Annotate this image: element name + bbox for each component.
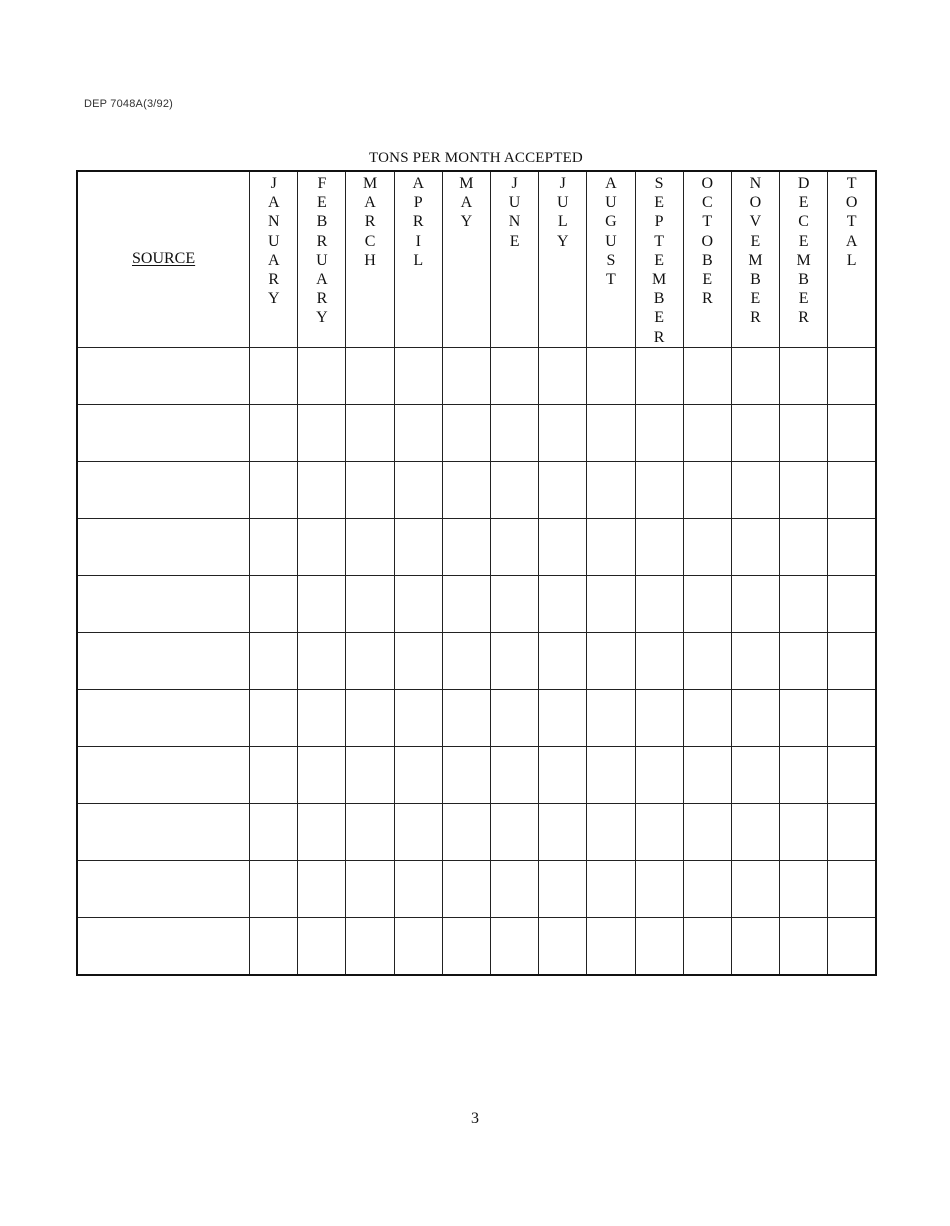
column-header-label-august: A U G U S T bbox=[605, 175, 617, 289]
source-cell[interactable] bbox=[77, 518, 250, 575]
column-header-label-total: T O T A L bbox=[845, 175, 858, 269]
july-cell[interactable] bbox=[539, 575, 587, 632]
february-cell[interactable] bbox=[298, 917, 346, 975]
december-cell[interactable] bbox=[780, 917, 828, 975]
may-cell[interactable] bbox=[442, 803, 490, 860]
july-cell[interactable] bbox=[539, 518, 587, 575]
december-cell[interactable] bbox=[780, 689, 828, 746]
total-cell[interactable] bbox=[828, 632, 876, 689]
total-cell[interactable] bbox=[828, 689, 876, 746]
february-cell[interactable] bbox=[298, 461, 346, 518]
column-header-january bbox=[250, 171, 298, 347]
june-cell[interactable] bbox=[491, 917, 539, 975]
source-cell[interactable] bbox=[77, 860, 250, 917]
october-cell[interactable] bbox=[683, 404, 731, 461]
april-cell[interactable] bbox=[394, 917, 442, 975]
source-cell[interactable] bbox=[77, 461, 250, 518]
total-cell[interactable] bbox=[828, 404, 876, 461]
table-row bbox=[77, 632, 876, 689]
total-cell[interactable] bbox=[828, 461, 876, 518]
december-cell[interactable] bbox=[780, 860, 828, 917]
february-cell[interactable] bbox=[298, 347, 346, 404]
april-cell[interactable] bbox=[394, 746, 442, 803]
december-cell[interactable] bbox=[780, 347, 828, 404]
table-row bbox=[77, 404, 876, 461]
may-cell[interactable] bbox=[442, 917, 490, 975]
july-cell[interactable] bbox=[539, 917, 587, 975]
october-cell[interactable] bbox=[683, 689, 731, 746]
may-cell[interactable] bbox=[442, 518, 490, 575]
february-cell[interactable] bbox=[298, 575, 346, 632]
table-row bbox=[77, 518, 876, 575]
total-cell[interactable] bbox=[828, 518, 876, 575]
november-cell[interactable] bbox=[731, 746, 779, 803]
march-cell[interactable] bbox=[346, 803, 394, 860]
june-cell[interactable] bbox=[491, 575, 539, 632]
september-cell[interactable] bbox=[635, 518, 683, 575]
column-header-march bbox=[346, 171, 394, 347]
august-cell[interactable] bbox=[587, 575, 635, 632]
column-header-april bbox=[394, 171, 442, 347]
june-cell[interactable] bbox=[491, 860, 539, 917]
may-cell[interactable] bbox=[442, 461, 490, 518]
header-row bbox=[77, 171, 876, 347]
column-header-august bbox=[587, 171, 635, 347]
column-header-label-september: S E P T E M B E R bbox=[651, 175, 667, 346]
july-cell[interactable] bbox=[539, 746, 587, 803]
february-cell[interactable] bbox=[298, 632, 346, 689]
january-cell[interactable] bbox=[250, 461, 298, 518]
september-cell[interactable] bbox=[635, 803, 683, 860]
september-cell[interactable] bbox=[635, 347, 683, 404]
september-cell[interactable] bbox=[635, 746, 683, 803]
september-cell[interactable] bbox=[635, 575, 683, 632]
november-cell[interactable] bbox=[731, 689, 779, 746]
june-cell[interactable] bbox=[491, 404, 539, 461]
april-cell[interactable] bbox=[394, 632, 442, 689]
column-header-label-february: F E B R U A R Y bbox=[316, 175, 328, 327]
total-cell[interactable] bbox=[828, 746, 876, 803]
december-cell[interactable] bbox=[780, 575, 828, 632]
april-cell[interactable] bbox=[394, 461, 442, 518]
table-row bbox=[77, 860, 876, 917]
total-cell[interactable] bbox=[828, 803, 876, 860]
march-cell[interactable] bbox=[346, 860, 394, 917]
table-row bbox=[77, 803, 876, 860]
september-cell[interactable] bbox=[635, 632, 683, 689]
form-code: DEP 7048A(3/92) bbox=[84, 98, 174, 110]
october-cell[interactable] bbox=[683, 803, 731, 860]
page-number: 3 bbox=[471, 1110, 479, 1127]
november-cell[interactable] bbox=[731, 860, 779, 917]
october-cell[interactable] bbox=[683, 347, 731, 404]
source-cell[interactable] bbox=[77, 347, 250, 404]
table-row bbox=[77, 746, 876, 803]
march-cell[interactable] bbox=[346, 518, 394, 575]
january-cell[interactable] bbox=[250, 632, 298, 689]
december-cell[interactable] bbox=[780, 746, 828, 803]
source-cell[interactable] bbox=[77, 689, 250, 746]
march-cell[interactable] bbox=[346, 404, 394, 461]
source-column-header bbox=[77, 171, 250, 347]
december-cell[interactable] bbox=[780, 461, 828, 518]
january-cell[interactable] bbox=[250, 347, 298, 404]
table-row bbox=[77, 917, 876, 975]
february-cell[interactable] bbox=[298, 803, 346, 860]
february-cell[interactable] bbox=[298, 746, 346, 803]
august-cell[interactable] bbox=[587, 860, 635, 917]
may-cell[interactable] bbox=[442, 347, 490, 404]
april-cell[interactable] bbox=[394, 803, 442, 860]
total-cell[interactable] bbox=[828, 575, 876, 632]
january-cell[interactable] bbox=[250, 404, 298, 461]
june-cell[interactable] bbox=[491, 689, 539, 746]
column-header-label-may: M A Y bbox=[459, 175, 474, 231]
october-cell[interactable] bbox=[683, 575, 731, 632]
march-cell[interactable] bbox=[346, 461, 394, 518]
october-cell[interactable] bbox=[683, 632, 731, 689]
april-cell[interactable] bbox=[394, 575, 442, 632]
column-header-may bbox=[442, 171, 490, 347]
march-cell[interactable] bbox=[346, 347, 394, 404]
may-cell[interactable] bbox=[442, 575, 490, 632]
table-row bbox=[77, 347, 876, 404]
april-cell[interactable] bbox=[394, 347, 442, 404]
april-cell[interactable] bbox=[394, 404, 442, 461]
total-cell[interactable] bbox=[828, 347, 876, 404]
september-cell[interactable] bbox=[635, 461, 683, 518]
column-header-label-november: N O V E M B E R bbox=[748, 175, 763, 327]
source-cell[interactable] bbox=[77, 917, 250, 975]
column-header-november bbox=[731, 171, 779, 347]
september-cell[interactable] bbox=[635, 404, 683, 461]
march-cell[interactable] bbox=[346, 746, 394, 803]
column-header-label-july: J U L Y bbox=[556, 175, 569, 250]
december-cell[interactable] bbox=[780, 803, 828, 860]
tonnage-table bbox=[76, 170, 877, 976]
october-cell[interactable] bbox=[683, 860, 731, 917]
november-cell[interactable] bbox=[731, 803, 779, 860]
column-header-total bbox=[828, 171, 876, 347]
column-header-october bbox=[683, 171, 731, 347]
column-header-september bbox=[635, 171, 683, 347]
march-cell[interactable] bbox=[346, 689, 394, 746]
august-cell[interactable] bbox=[587, 632, 635, 689]
september-cell[interactable] bbox=[635, 860, 683, 917]
august-cell[interactable] bbox=[587, 518, 635, 575]
july-cell[interactable] bbox=[539, 803, 587, 860]
february-cell[interactable] bbox=[298, 689, 346, 746]
october-cell[interactable] bbox=[683, 746, 731, 803]
may-cell[interactable] bbox=[442, 860, 490, 917]
column-header-july bbox=[539, 171, 587, 347]
november-cell[interactable] bbox=[731, 917, 779, 975]
column-header-december bbox=[780, 171, 828, 347]
may-cell[interactable] bbox=[442, 632, 490, 689]
november-cell[interactable] bbox=[731, 518, 779, 575]
table-row bbox=[77, 689, 876, 746]
table-row bbox=[77, 461, 876, 518]
april-cell[interactable] bbox=[394, 860, 442, 917]
june-cell[interactable] bbox=[491, 746, 539, 803]
november-cell[interactable] bbox=[731, 404, 779, 461]
total-cell[interactable] bbox=[828, 860, 876, 917]
january-cell[interactable] bbox=[250, 803, 298, 860]
october-cell[interactable] bbox=[683, 917, 731, 975]
may-cell[interactable] bbox=[442, 746, 490, 803]
may-cell[interactable] bbox=[442, 689, 490, 746]
january-cell[interactable] bbox=[250, 575, 298, 632]
december-cell[interactable] bbox=[780, 518, 828, 575]
june-cell[interactable] bbox=[491, 518, 539, 575]
august-cell[interactable] bbox=[587, 803, 635, 860]
march-cell[interactable] bbox=[346, 917, 394, 975]
july-cell[interactable] bbox=[539, 461, 587, 518]
january-cell[interactable] bbox=[250, 746, 298, 803]
january-cell[interactable] bbox=[250, 518, 298, 575]
february-cell[interactable] bbox=[298, 518, 346, 575]
november-cell[interactable] bbox=[731, 461, 779, 518]
august-cell[interactable] bbox=[587, 347, 635, 404]
column-header-label-march: M A R C H bbox=[362, 175, 378, 269]
source-cell[interactable] bbox=[77, 575, 250, 632]
august-cell[interactable] bbox=[587, 689, 635, 746]
table-title: TONS PER MONTH ACCEPTED bbox=[369, 150, 583, 166]
june-cell[interactable] bbox=[491, 461, 539, 518]
october-cell[interactable] bbox=[683, 518, 731, 575]
january-cell[interactable] bbox=[250, 860, 298, 917]
september-cell[interactable] bbox=[635, 689, 683, 746]
source-header-label: SOURCE bbox=[132, 250, 196, 268]
february-cell[interactable] bbox=[298, 404, 346, 461]
total-cell[interactable] bbox=[828, 917, 876, 975]
column-header-label-october: O C T O B E R bbox=[701, 175, 714, 308]
july-cell[interactable] bbox=[539, 632, 587, 689]
july-cell[interactable] bbox=[539, 689, 587, 746]
june-cell[interactable] bbox=[491, 632, 539, 689]
december-cell[interactable] bbox=[780, 404, 828, 461]
july-cell[interactable] bbox=[539, 347, 587, 404]
source-cell[interactable] bbox=[77, 404, 250, 461]
february-cell[interactable] bbox=[298, 860, 346, 917]
column-header-label-june: J U N E bbox=[508, 175, 521, 250]
column-header-label-january: J A N U A R Y bbox=[267, 175, 280, 308]
column-header-february bbox=[298, 171, 346, 347]
june-cell[interactable] bbox=[491, 803, 539, 860]
july-cell[interactable] bbox=[539, 404, 587, 461]
november-cell[interactable] bbox=[731, 347, 779, 404]
may-cell[interactable] bbox=[442, 404, 490, 461]
december-cell[interactable] bbox=[780, 632, 828, 689]
march-cell[interactable] bbox=[346, 575, 394, 632]
source-cell[interactable] bbox=[77, 746, 250, 803]
august-cell[interactable] bbox=[587, 461, 635, 518]
march-cell[interactable] bbox=[346, 632, 394, 689]
july-cell[interactable] bbox=[539, 860, 587, 917]
column-header-label-december: D E C E M B E R bbox=[796, 175, 811, 327]
column-header-june bbox=[491, 171, 539, 347]
source-cell[interactable] bbox=[77, 803, 250, 860]
january-cell[interactable] bbox=[250, 917, 298, 975]
june-cell[interactable] bbox=[491, 347, 539, 404]
column-header-label-april: A P R I L bbox=[412, 175, 425, 269]
september-cell[interactable] bbox=[635, 917, 683, 975]
august-cell[interactable] bbox=[587, 917, 635, 975]
november-cell[interactable] bbox=[731, 575, 779, 632]
april-cell[interactable] bbox=[394, 689, 442, 746]
november-cell[interactable] bbox=[731, 632, 779, 689]
august-cell[interactable] bbox=[587, 404, 635, 461]
october-cell[interactable] bbox=[683, 461, 731, 518]
january-cell[interactable] bbox=[250, 689, 298, 746]
source-cell[interactable] bbox=[77, 632, 250, 689]
table-body bbox=[77, 347, 876, 975]
august-cell[interactable] bbox=[587, 746, 635, 803]
table-row bbox=[77, 575, 876, 632]
april-cell[interactable] bbox=[394, 518, 442, 575]
